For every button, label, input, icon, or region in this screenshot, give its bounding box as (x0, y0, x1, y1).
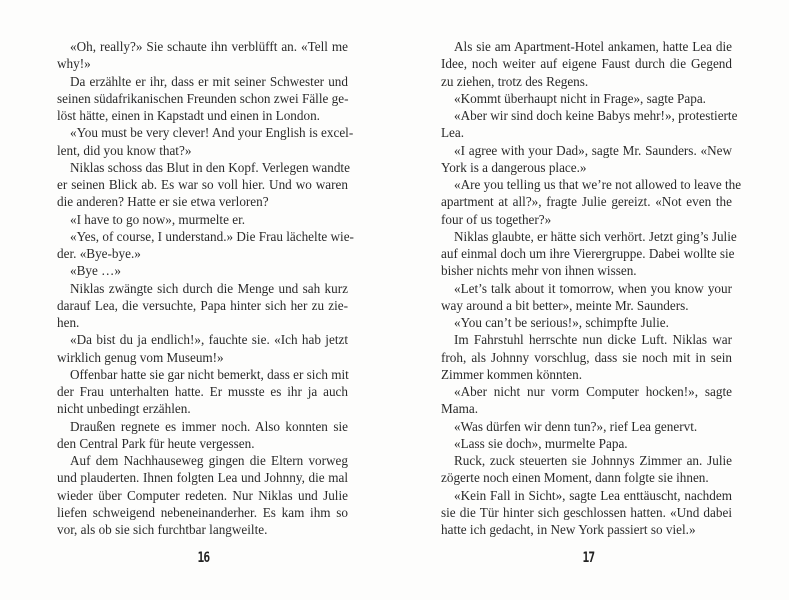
text-line: «Are you telling us that we’re not allowed to leave the (454, 177, 742, 192)
text-line: nicht unbedingt erzählen. (57, 401, 191, 417)
text-line: Draußen regnete es immer noch. Also konnten sie (70, 418, 348, 434)
text-line: liefen schweigend nebeneinanderher. Es kam ihm so (57, 504, 348, 520)
paragraph (441, 142, 732, 177)
paragraph (441, 228, 737, 280)
text-line: bisher nichts mehr von ihnen wissen. (441, 263, 637, 279)
paragraph (57, 159, 348, 211)
paragraph (441, 107, 738, 142)
text-line: «Da bist du ja endlich!», fauchte sie. «Ich hab jetzt (70, 332, 348, 348)
paragraph (441, 418, 732, 435)
paragraph (57, 228, 354, 263)
paragraph (441, 435, 732, 452)
text-line: sie die Tür hinter sich geschlossen hatten. «Und dabei (441, 504, 732, 520)
text-line: vor, als ob sie sich furchtbar langweilte. (57, 522, 268, 537)
text-line: «Aber nicht nur vorm Computer hocken!», sagte (454, 384, 732, 399)
text-line: den Central Park für heute vergessen. (57, 435, 255, 451)
text-line: «Aber wir sind doch keine Babys mehr!», protestierte (454, 108, 738, 123)
text-line: Da erzählte er ihr, dass er mit seiner Schwester und (70, 73, 348, 89)
paragraph (441, 383, 732, 418)
text-line: Niklas schoss das Blut in den Kopf. Verlegen wandte (70, 159, 350, 175)
page-number-right: 17 (582, 550, 595, 566)
text-line: auf einmal doch um ihre Vierergruppe. Dabei wollte sie (441, 246, 735, 261)
paragraph (57, 38, 348, 73)
text-line: «Kommt überhaupt nicht in Frage», sagte Papa. (454, 90, 706, 106)
text-line: zu ziehen, trotz des Regens. (441, 73, 589, 89)
text-line: «You must be very clever! And your English is excel- (70, 125, 354, 141)
text-line: Niklas glaubte, er hätte sich verhört. Jetzt ging’s Julie (454, 228, 737, 244)
paragraph (57, 331, 348, 366)
paragraph (57, 366, 348, 418)
paragraph (441, 487, 732, 539)
text-line: der. «Bye-bye.» (57, 246, 141, 261)
text-line: «Yes, of course, I understand.» Die Frau lächelte wie- (70, 228, 354, 244)
text-line: Offenbar hatte sie gar nicht bemerkt, dass er sich mit (70, 366, 349, 382)
paragraph (57, 211, 348, 228)
paragraph (441, 314, 732, 331)
paragraph (57, 262, 348, 279)
paragraph (441, 452, 732, 487)
text-line: hen. (57, 315, 80, 330)
text-line: Mama. (441, 401, 478, 417)
left-page-text (57, 38, 354, 538)
text-line: «Bye …» (70, 263, 121, 279)
text-line: löst hätte, einen in Kapstadt und einen in London. (57, 108, 320, 123)
text-line: Zimmer kommen könnten. (441, 366, 583, 382)
text-line: die anderen? Hatte er sie etwa verloren? (57, 194, 269, 210)
text-line: lent, did you know that?» (57, 142, 192, 158)
text-line: Auf dem Nachhauseweg gingen die Eltern vorweg (70, 453, 348, 468)
text-line: er seinen Blick ab. Es war so voll hier. Und wo waren (57, 177, 348, 192)
text-line: way around a bit better», meinte Mr. Saunders. (441, 297, 689, 313)
text-line: «Oh, really?» Sie schaute ihn verblüfft an. «Tell me (70, 39, 348, 54)
text-line: zögerte noch einen Moment, dann folgte sie ihnen. (441, 470, 709, 486)
text-line: «I have to go now», murmelte er. (70, 211, 246, 227)
text-line: apartment at all?», fragte Julie gereizt. «Not even the (441, 194, 732, 210)
text-line: York is a dangerous place.» (441, 159, 587, 175)
text-line: Idee, noch weiter auf eigene Faust durch die Gegend (441, 56, 732, 72)
text-line: hatte ich gedacht, in New York passiert so viel.» (441, 522, 696, 537)
text-line: der Frau unterhalten hatte. Er musste es ihr ja auch (57, 384, 348, 399)
text-line: seinen südafrikanischen Freunden schon zwei Fälle ge- (57, 90, 349, 106)
paragraph (57, 73, 348, 125)
paragraph (441, 280, 732, 315)
paragraph (57, 452, 348, 538)
text-line: wirklich genug vom Museum!» (57, 349, 224, 365)
text-line: Als sie am Apartment-Hotel ankamen, hatte Lea die (454, 39, 732, 54)
paragraph (441, 176, 742, 228)
text-line: Im Fahrstuhl herrschte nun dicke Luft. Niklas war (454, 332, 732, 348)
paragraph (57, 124, 354, 159)
paragraph (441, 38, 732, 90)
text-line: four of us together?» (441, 211, 552, 227)
text-line: why!» (57, 56, 91, 72)
text-line: wieder über Computer redeten. Nur Niklas und Julie (57, 487, 348, 503)
paragraph (57, 418, 348, 453)
text-line: «Lass sie doch», murmelte Papa. (454, 435, 628, 451)
text-line: Ruck, zuck steuerten sie Johnnys Zimmer an. Julie (454, 453, 732, 468)
text-line: «Let’s talk about it tomorrow, when you know your (454, 280, 732, 296)
paragraph (441, 331, 732, 383)
text-line: «I agree with your Dad», sagte Mr. Saunders. «New (454, 142, 732, 158)
text-line: «You can’t be serious!», schimpfte Julie. (454, 315, 669, 330)
text-line: froh, als Johnny vorschlug, dass sie noch mit in sein (441, 349, 732, 365)
text-line: «Kein Fall in Sicht», sagte Lea enttäuscht, nachdem (454, 487, 732, 503)
text-line: Niklas zwängte sich durch die Menge und sah kurz (70, 280, 348, 296)
paragraph (57, 280, 348, 332)
text-line: und plauderten. Ihnen folgten Lea und Johnny, die mal (57, 470, 348, 486)
paragraph (441, 90, 732, 107)
text-line: darauf Lea, die versuchte, Papa hinter sich her zu zie- (57, 297, 348, 313)
text-line: Lea. (441, 125, 465, 141)
page-number-left: 16 (197, 550, 210, 566)
text-line: «Was dürfen wir denn tun?», rief Lea genervt. (454, 418, 698, 434)
right-page-text (441, 38, 742, 538)
